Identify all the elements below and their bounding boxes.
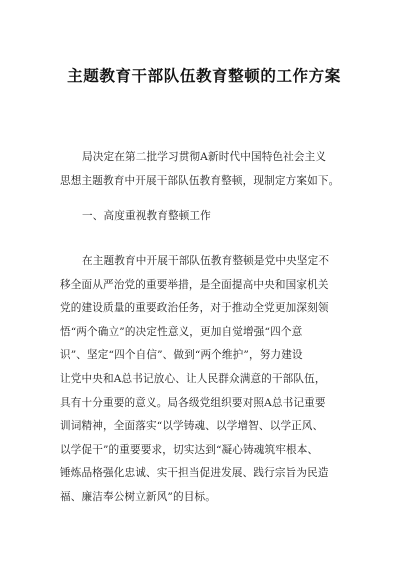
section-1-line-4: 悟“两个确立”的决定性意义，更加自觉增强“四个意 [60,325,303,338]
document-title: 主题教育干部队伍教育整顿的工作方案 [67,67,341,85]
section-1-line-3: 党的建设质量的重要政治任务，对于推动全党更加深刻领 [60,302,329,315]
intro-line-1: 局决定在第二批学习贯彻A新时代中国特色社会主义 [82,151,327,163]
section-1-line-11: 福、廉洁奉公树立新风”的目标。 [60,490,216,503]
section-1-line-2: 移全面从严治党的重要举措，是全面提高中央和国家机关 [60,278,329,291]
section-1-line-8: 训词精神，全面落实“以学铸魂、以学增智、以学正风、 [60,420,324,433]
section-1-paragraph [60,250,360,510]
section-1-line-7: 具有十分重要的意义。局各级党组织要对照A总书记重要 [60,396,326,409]
section-1-line-6: 让党中央和A总书记放心、让人民群众满意的干部队伍， [60,372,326,385]
section-1-line-5: 识”、坚定“四个自信”、做到“两个维护”，努力建设 [60,349,303,362]
intro-line-2: 思想主题教育中开展干部队伍教育整顿，现制定方案如下。 [60,174,340,187]
section-heading-1: 一、高度重视教育整顿工作 [82,210,211,222]
section-1-line-9: 以学促干”的重要要求，切实达到“凝心铸魂筑牢根本、 [60,443,319,456]
section-1-line-1: 在主题教育中开展干部队伍教育整顿是党中央坚定不 [82,255,330,267]
intro-paragraph [60,146,360,193]
section-1-line-10: 锤炼品格强化忠诚、实干担当促进发展、践行宗旨为民造 [60,467,329,480]
